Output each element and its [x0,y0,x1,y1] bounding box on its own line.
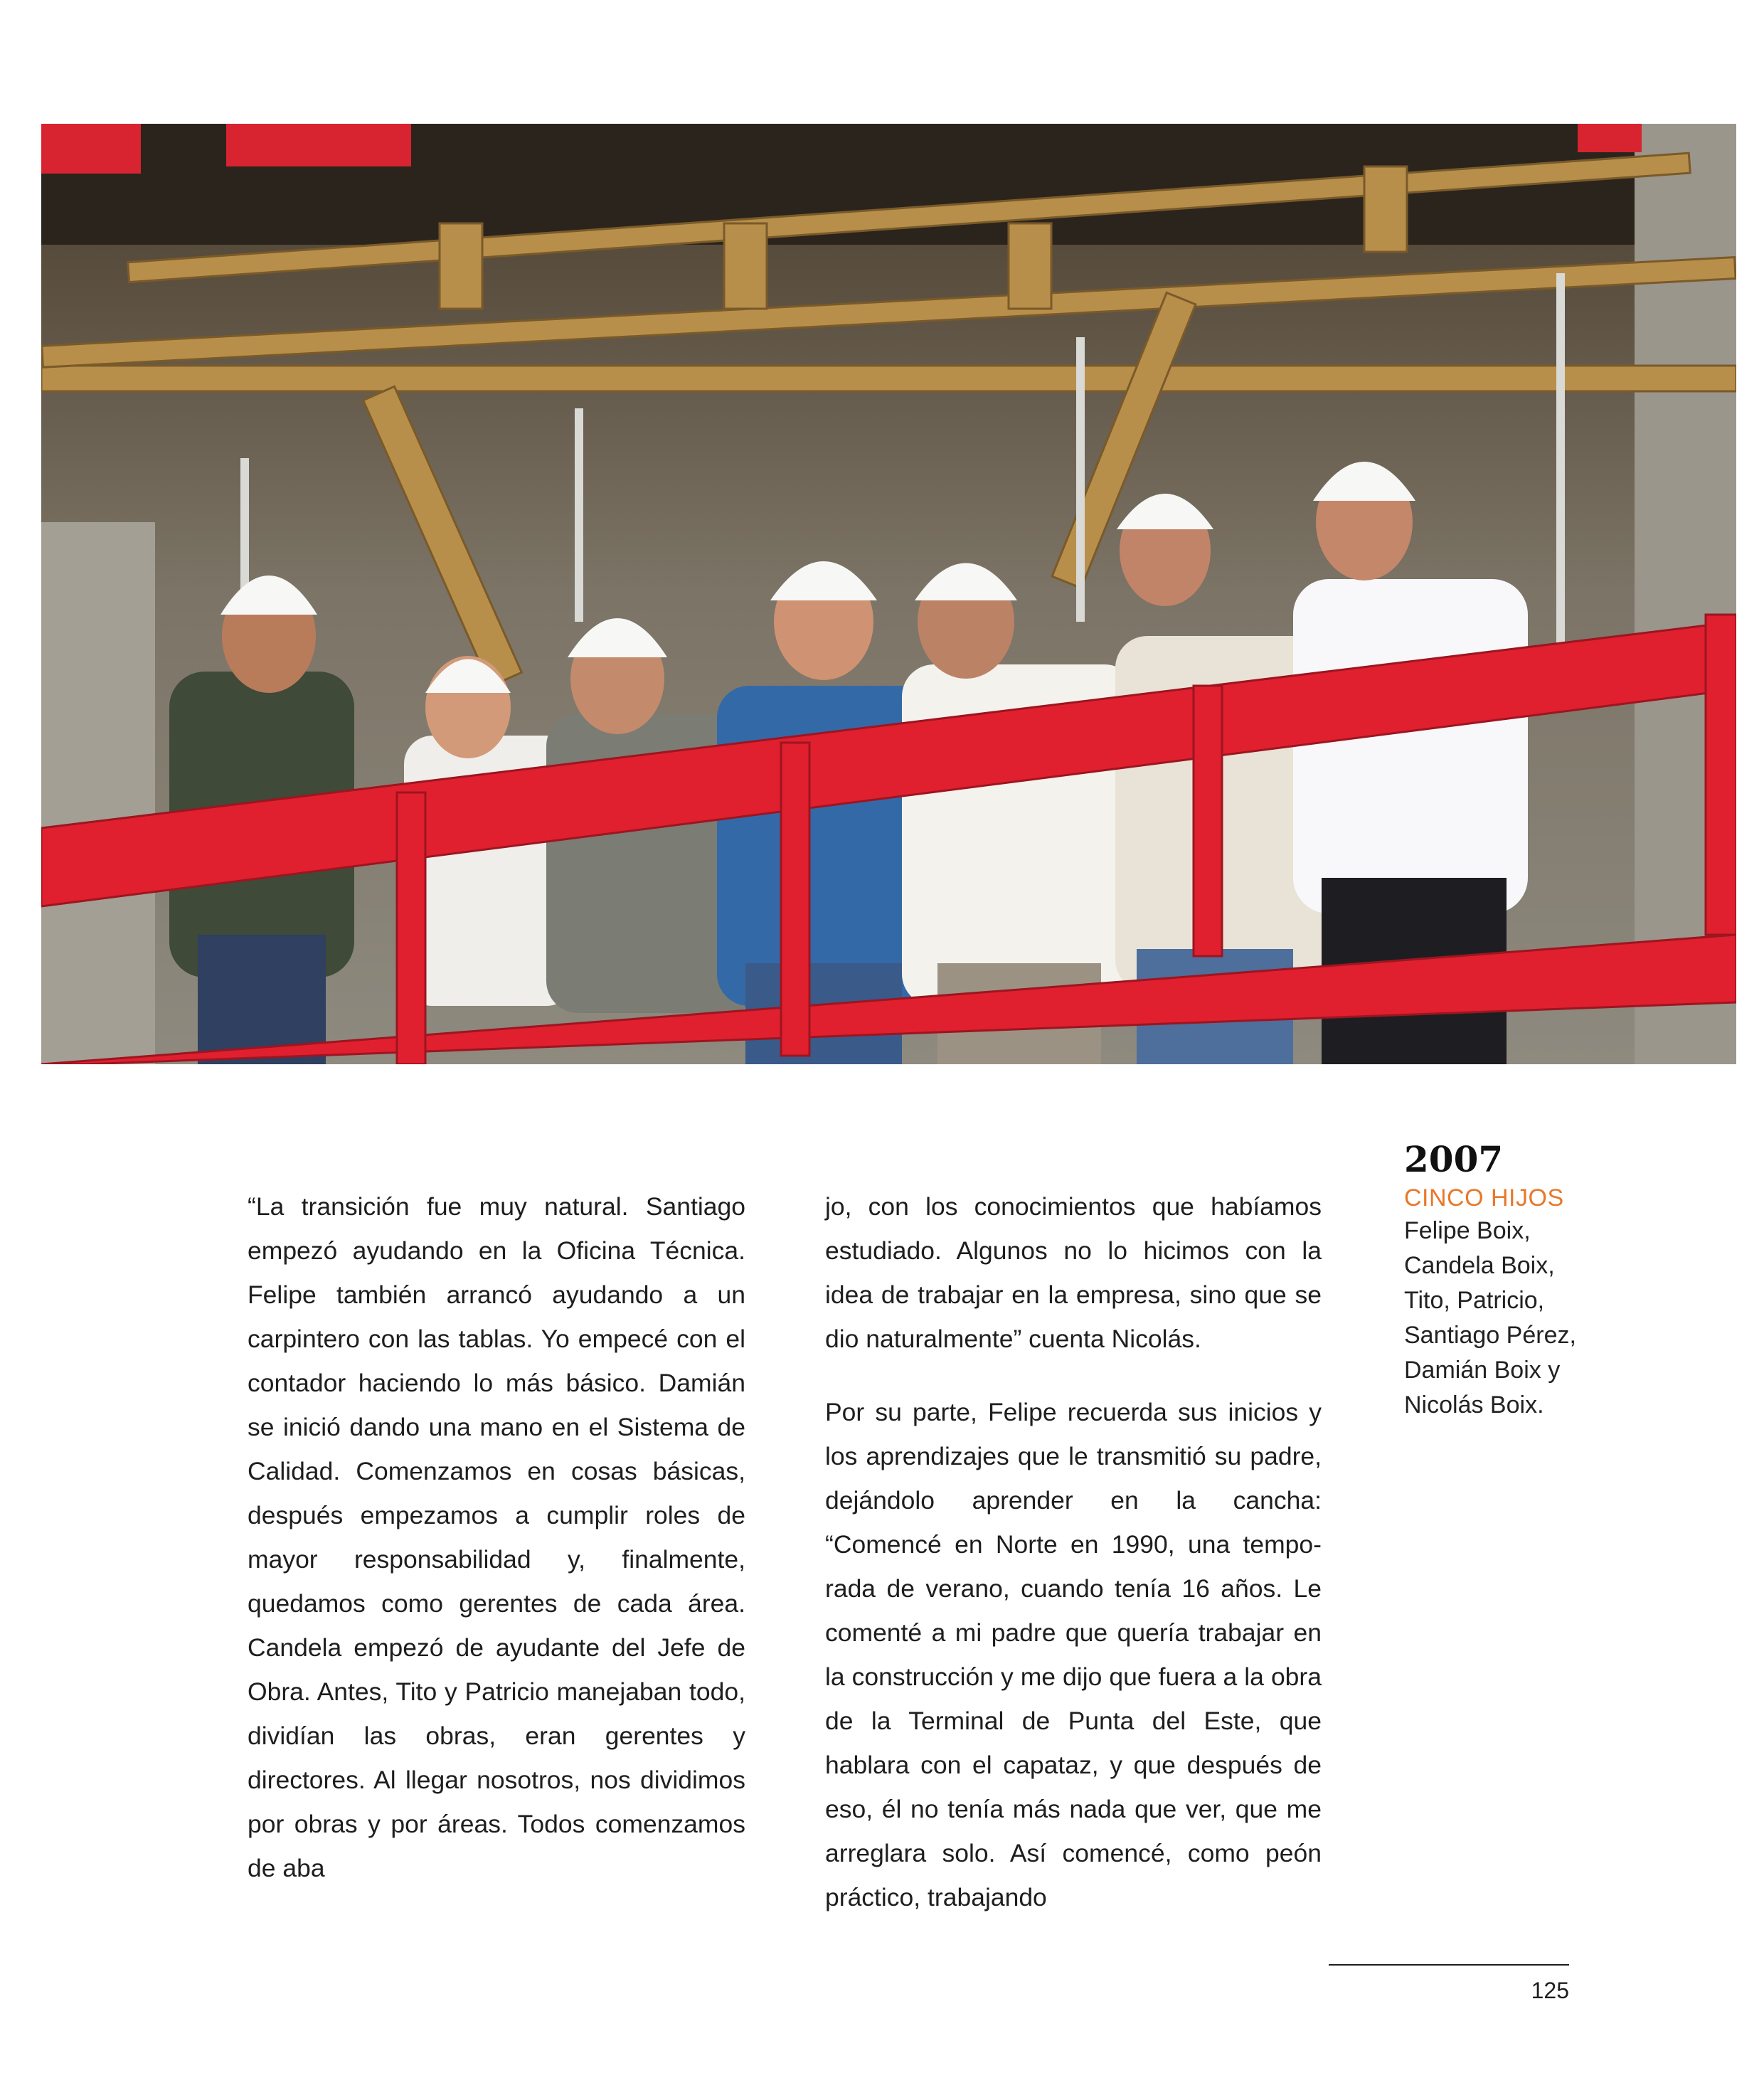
footer-rule [1329,1964,1569,1966]
timeline-names [1404,1214,1617,1423]
article-paragraph: jo, con los conocimientos que habíamos estudiado. Algunos no lo hicimos con la idea de trabajar en la empresa, sino que se dio naturalmente” cuenta Nicolás. [825,1192,1322,1353]
timeline-year: 2007 [1404,1138,1504,1180]
timeline-name: Santiago Pérez, [1404,1322,1576,1349]
team-photo [41,124,1736,1064]
article-column-2 [825,1184,1322,1919]
timeline-name: Nicolás Boix. [1404,1391,1544,1418]
timeline-title: CINCO HIJOS [1404,1184,1564,1211]
timeline-name: Felipe Boix, [1404,1217,1531,1244]
timeline-name: Tito, Patricio, [1404,1287,1545,1314]
article-column-1 [248,1184,745,1890]
timeline-name: Damián Boix y [1404,1357,1561,1384]
article-paragraph: Por su parte, Felipe recuerda sus inicios y los aprendizajes que le transmitió su padre, dejándolo aprender en la cancha: “Comencé en Norte en 1990, una temporada de verano, cuando tenía 16 años. Le comenté a mi padre que quería trabajar en la construcción y me dijo que fuera a la obra de la Terminal de Punta del Este, que hablara con el capataz, y que después de eso, él no tenía más nada que ver, que me arreglara solo. Así comencé, como peón práctico, trabajando [825,1398,1322,1911]
construction-team-photo-icon [41,124,1736,1064]
timeline-name: Candela Boix, [1404,1252,1555,1279]
article-paragraph: “La transición fue muy natural. Santiago empezó ayudando en la Oficina Técnica. Felipe también arrancó ayudando a un carpintero con las tablas. Yo empecé con el contador haciendo lo más básico. Damián se inició dando una mano en el Sistema de Calidad. Comenzamos en cosas básicas, después empezamos a cumplir roles de mayor responsabilidad y, finalmente, quedamos como gerentes de cada área. Candela empezó de ayudante del Jefe de Obra. Antes, Tito y Patricio manejaban todo, dividían las obras, eran gerentes y directores. Al llegar nosotros, nos dividimos por obras y por áreas. Todos comenzamos de aba [248,1192,745,1882]
page-number: 125 [1531,1978,1569,2003]
timeline-sidebar [1404,1137,1617,1423]
